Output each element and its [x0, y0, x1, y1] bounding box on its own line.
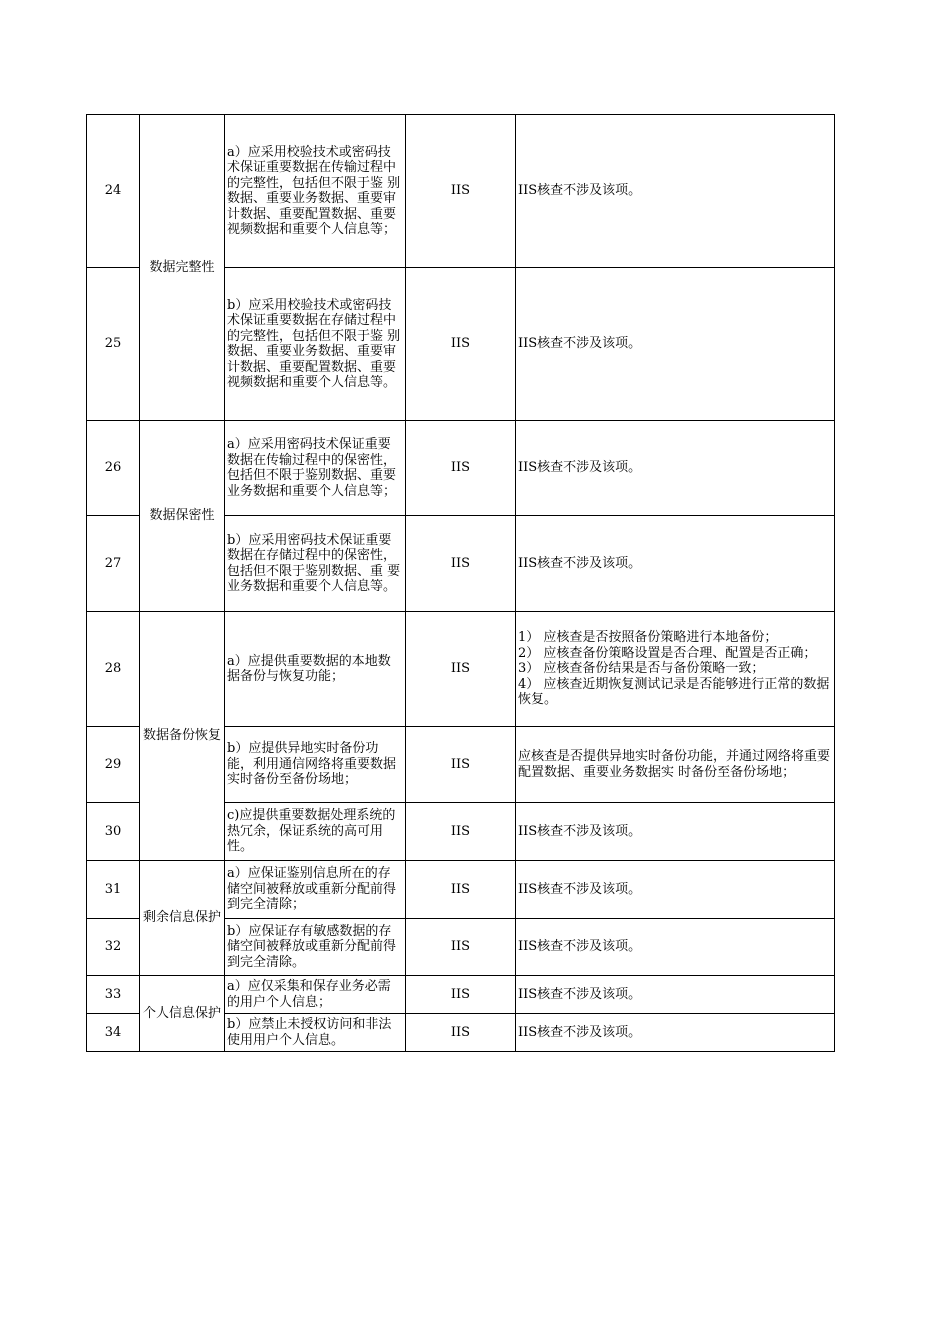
requirement-cell: a）应仅采集和保存业务必需的用户个人信息； [225, 976, 406, 1014]
target-cell: IIS [406, 115, 516, 268]
target-cell: IIS [406, 727, 516, 803]
result-cell: IIS核查不涉及该项。 [516, 421, 835, 516]
category-cell: 数据完整性 [140, 115, 225, 421]
table-row [87, 115, 835, 268]
requirement-cell: b）应采用密码技术保证重要数据在存储过程中的保密性，包括但不限于鉴别数据、重 要业务数据和重要个人信息等。 [225, 516, 406, 612]
row-number: 29 [87, 727, 140, 803]
result-cell: IIS核查不涉及该项。 [516, 268, 835, 421]
category-cell: 数据备份恢复 [140, 612, 225, 861]
result-line: 3） 应核查备份结果是否与备份策略一致； [518, 661, 765, 677]
result-cell: IIS核查不涉及该项。 [516, 803, 835, 861]
row-number: 33 [87, 976, 140, 1014]
target-cell: IIS [406, 268, 516, 421]
requirement-cell: a）应保证鉴别信息所在的存储空间被释放或重新分配前得到完全清除； [225, 861, 406, 919]
requirement-cell: b）应采用校验技术或密码技术保证重要数据在存储过程中的完整性，包括但不限于鉴 别数据、重要业务数据、重要审计数据、重要配置数据、重要视频数据和重要个人信息等。 [225, 268, 406, 421]
target-cell: IIS [406, 516, 516, 612]
result-line: 2） 应核查备份策略设置是否合理、配置是否正确； [518, 645, 817, 661]
target-cell: IIS [406, 803, 516, 861]
table-row [87, 421, 835, 516]
requirement-cell: b）应保证存有敏感数据的存储空间被释放或重新分配前得到完全清除。 [225, 919, 406, 976]
target-cell: IIS [406, 612, 516, 727]
result-cell: IIS核查不涉及该项。 [516, 516, 835, 612]
category-cell: 剩余信息保护 [140, 861, 225, 976]
result-cell: IIS核查不涉及该项。 [516, 976, 835, 1014]
target-cell: IIS [406, 861, 516, 919]
row-number: 26 [87, 421, 140, 516]
target-cell: IIS [406, 919, 516, 976]
row-number: 31 [87, 861, 140, 919]
target-cell: IIS [406, 976, 516, 1014]
row-number: 28 [87, 612, 140, 727]
requirement-cell: a）应采用校验技术或密码技术保证重要数据在传输过程中的完整性，包括但不限于鉴 别数据、重要业务数据、重要审计数据、重要配置数据、重要视频数据和重要个人信息等； [225, 115, 406, 268]
row-number: 24 [87, 115, 140, 268]
row-number: 27 [87, 516, 140, 612]
row-number: 30 [87, 803, 140, 861]
result-cell [516, 612, 835, 727]
row-number: 32 [87, 919, 140, 976]
row-number: 34 [87, 1014, 140, 1052]
result-cell: IIS核查不涉及该项。 [516, 115, 835, 268]
result-cell: IIS核查不涉及该项。 [516, 861, 835, 919]
requirement-cell: a）应提供重要数据的本地数据备份与恢复功能； [225, 612, 406, 727]
table-row [87, 612, 835, 727]
result-cell: IIS核查不涉及该项。 [516, 1014, 835, 1052]
target-cell: IIS [406, 1014, 516, 1052]
table-row [87, 861, 835, 919]
result-line: 1） 应核查是否按照备份策略进行本地备份； [518, 630, 778, 646]
requirement-cell: a）应采用密码技术保证重要数据在传输过程中的保密性，包括但不限于鉴别数据、重要业务数据和重要个人信息等； [225, 421, 406, 516]
category-cell: 个人信息保护 [140, 976, 225, 1052]
requirement-cell: c)应提供重要数据处理系统的热冗余，保证系统的高可用性。 [225, 803, 406, 861]
requirement-cell: b）应禁止未授权访问和非法使用用户个人信息。 [225, 1014, 406, 1052]
target-cell: IIS [406, 421, 516, 516]
table-row [87, 976, 835, 1014]
row-number: 25 [87, 268, 140, 421]
result-cell: 应核查是否提供异地实时备份功能，并通过网络将重要配置数据、重要业务数据实 时备份至备份场地； [516, 727, 835, 803]
assessment-table [86, 114, 835, 1052]
result-line: 4） 应核查近期恢复测试记录是否能够进行正常的数据恢复。 [518, 676, 830, 708]
result-cell: IIS核查不涉及该项。 [516, 919, 835, 976]
requirement-cell: b）应提供异地实时备份功能，利用通信网络将重要数据实时备份至备份场地； [225, 727, 406, 803]
category-cell: 数据保密性 [140, 421, 225, 612]
